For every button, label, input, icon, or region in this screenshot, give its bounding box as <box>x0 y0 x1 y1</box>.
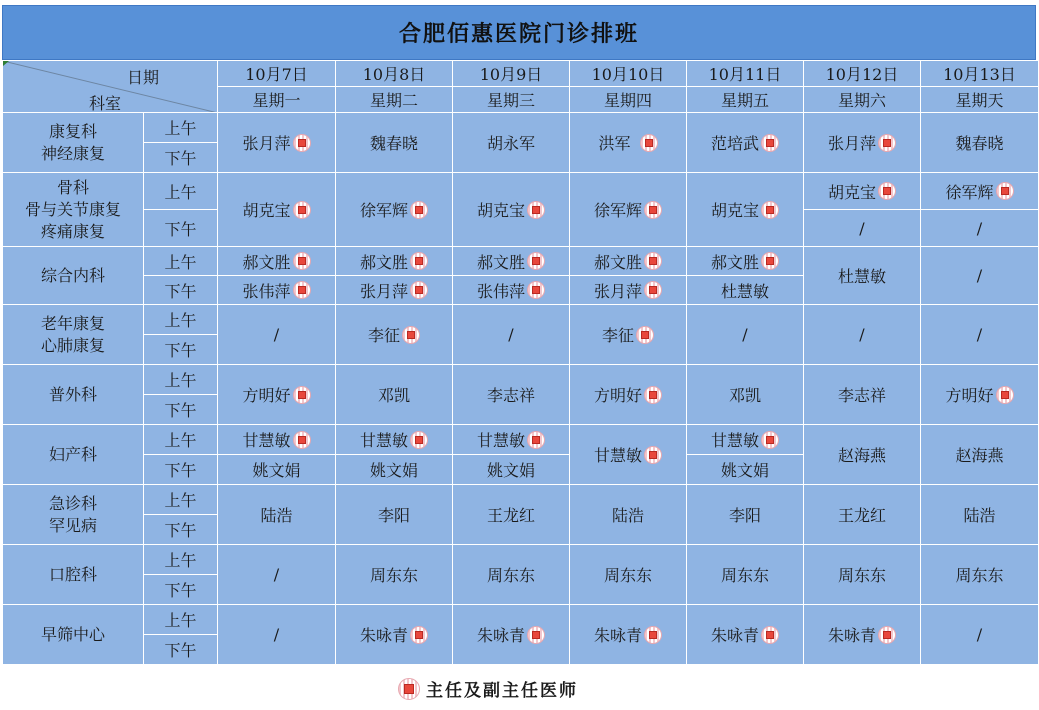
schedule-cell: 张月萍 <box>570 276 687 305</box>
header-row-dates <box>3 61 1039 87</box>
period-pm: 下午 <box>144 395 218 425</box>
schedule-cell: 甘慧敏 <box>336 425 453 455</box>
period-am: 上午 <box>144 545 218 575</box>
schedule-cell-empty: / <box>804 305 921 365</box>
date-cell: 10月9日 <box>453 61 570 87</box>
senior-doctor-badge-icon <box>410 201 428 219</box>
schedule-cell: 甘慧敏 <box>453 425 570 455</box>
dept-cell-internal: 综合内科 <box>3 247 144 305</box>
schedule-cell-empty: / <box>218 605 336 665</box>
period-pm: 下午 <box>144 575 218 605</box>
schedule-cell: 周东东 <box>453 545 570 605</box>
period-am: 上午 <box>144 605 218 635</box>
schedule-cell: 姚文娟 <box>336 455 453 485</box>
table-row <box>3 545 1039 575</box>
senior-doctor-badge-icon <box>878 626 896 644</box>
schedule-cell: 李阳 <box>336 485 453 545</box>
schedule-cell: 王龙红 <box>453 485 570 545</box>
senior-doctor-badge-icon <box>527 201 545 219</box>
schedule-table <box>2 60 1039 665</box>
schedule-cell: 陆浩 <box>921 485 1039 545</box>
senior-doctor-badge-icon <box>410 252 428 270</box>
period-am: 上午 <box>144 173 218 210</box>
date-cell: 10月7日 <box>218 61 336 87</box>
period-am: 上午 <box>144 365 218 395</box>
schedule-cell: 李征 <box>336 305 453 365</box>
weekday-cell: 星期三 <box>453 87 570 113</box>
date-cell: 10月11日 <box>687 61 804 87</box>
senior-doctor-badge-icon <box>644 626 662 644</box>
corner-date-label: 日期 <box>126 68 159 87</box>
schedule-cell: 胡永军 <box>453 113 570 173</box>
senior-doctor-badge-icon <box>761 201 779 219</box>
schedule-cell: 张月萍 <box>218 113 336 173</box>
schedule-cell: 甘慧敏 <box>687 425 804 455</box>
senior-doctor-badge-icon <box>878 182 896 200</box>
weekday-cell: 星期五 <box>687 87 804 113</box>
period-pm: 下午 <box>144 455 218 485</box>
schedule-cell: 洪军 <box>570 113 687 173</box>
table-row <box>3 365 1039 395</box>
dept-cell-obgyn: 妇产科 <box>3 425 144 485</box>
dept-cell-screening: 早筛中心 <box>3 605 144 665</box>
schedule-cell-empty: / <box>921 605 1039 665</box>
schedule-cell: 魏春晓 <box>336 113 453 173</box>
senior-doctor-badge-icon <box>527 281 545 299</box>
senior-doctor-badge-icon <box>644 201 662 219</box>
schedule-cell: 张月萍 <box>804 113 921 173</box>
schedule-cell: 朱咏青 <box>570 605 687 665</box>
schedule-cell: 方明好 <box>218 365 336 425</box>
corner-dept-label: 科室 <box>89 94 122 113</box>
schedule-cell: 姚文娟 <box>453 455 570 485</box>
senior-doctor-badge-icon <box>644 252 662 270</box>
table-row <box>3 247 1039 276</box>
senior-doctor-badge-icon <box>644 446 662 464</box>
senior-doctor-badge-icon <box>398 678 420 700</box>
schedule-cell: 杜慧敏 <box>804 247 921 305</box>
schedule-cell: 张伟萍 <box>218 276 336 305</box>
schedule-cell: 郝文胜 <box>218 247 336 276</box>
schedule-cell: 姚文娟 <box>218 455 336 485</box>
legend-label: 主任及副主任医师 <box>426 681 578 701</box>
senior-doctor-badge-icon <box>293 252 311 270</box>
schedule-cell: 郝文胜 <box>453 247 570 276</box>
senior-doctor-badge-icon <box>640 134 658 152</box>
senior-doctor-badge-icon <box>527 252 545 270</box>
table-row <box>3 605 1039 635</box>
schedule-cell: 方明好 <box>570 365 687 425</box>
schedule-cell: 朱咏青 <box>804 605 921 665</box>
schedule-cell: 郝文胜 <box>687 247 804 276</box>
schedule-cell: 甘慧敏 <box>218 425 336 455</box>
schedule-cell: 胡克宝 <box>218 173 336 247</box>
weekday-cell: 星期六 <box>804 87 921 113</box>
schedule-cell: 姚文娟 <box>687 455 804 485</box>
schedule-cell-empty: / <box>218 545 336 605</box>
schedule-cell: 李志祥 <box>453 365 570 425</box>
senior-doctor-badge-icon <box>761 252 779 270</box>
schedule-cell: 张月萍 <box>336 276 453 305</box>
schedule-cell: 邓凯 <box>336 365 453 425</box>
header-corner <box>3 61 218 113</box>
weekday-cell: 星期四 <box>570 87 687 113</box>
schedule-cell-empty: / <box>218 305 336 365</box>
dept-cell-emergency: 急诊科 罕见病 <box>3 485 144 545</box>
schedule-cell: 陆浩 <box>570 485 687 545</box>
schedule-cell: 李志祥 <box>804 365 921 425</box>
schedule-cell: 郝文胜 <box>336 247 453 276</box>
dept-cell-dental: 口腔科 <box>3 545 144 605</box>
senior-doctor-badge-icon <box>644 281 662 299</box>
schedule-cell: 周东东 <box>804 545 921 605</box>
senior-doctor-badge-icon <box>996 386 1014 404</box>
senior-doctor-badge-icon <box>878 134 896 152</box>
date-cell: 10月13日 <box>921 61 1039 87</box>
schedule-cell: 邓凯 <box>687 365 804 425</box>
schedule-cell: 范培武 <box>687 113 804 173</box>
period-pm: 下午 <box>144 210 218 247</box>
date-cell: 10月12日 <box>804 61 921 87</box>
schedule-cell: 周东东 <box>921 545 1039 605</box>
dept-cell-ortho: 骨科 骨与关节康复 疼痛康复 <box>3 173 144 247</box>
table-row <box>3 425 1039 455</box>
schedule-cell: 周东东 <box>687 545 804 605</box>
senior-doctor-badge-icon <box>527 626 545 644</box>
schedule-cell: 周东东 <box>336 545 453 605</box>
period-pm: 下午 <box>144 276 218 305</box>
schedule-cell: 朱咏青 <box>453 605 570 665</box>
schedule-cell: 徐军辉 <box>921 173 1039 210</box>
senior-doctor-badge-icon <box>644 386 662 404</box>
senior-doctor-badge-icon <box>293 281 311 299</box>
schedule-cell-empty: / <box>921 305 1039 365</box>
senior-doctor-badge-icon <box>761 626 779 644</box>
schedule-cell: 杜慧敏 <box>687 276 804 305</box>
schedule-cell-empty: / <box>804 210 921 247</box>
schedule-cell: 魏春晓 <box>921 113 1039 173</box>
legend <box>398 676 578 701</box>
schedule-cell-empty: / <box>921 247 1039 305</box>
senior-doctor-badge-icon <box>410 626 428 644</box>
period-am: 上午 <box>144 425 218 455</box>
date-cell: 10月10日 <box>570 61 687 87</box>
schedule-cell: 徐军辉 <box>570 173 687 247</box>
schedule-cell: 赵海燕 <box>804 425 921 485</box>
senior-doctor-badge-icon <box>410 431 428 449</box>
period-am: 上午 <box>144 305 218 335</box>
schedule-cell-empty: / <box>921 210 1039 247</box>
period-pm: 下午 <box>144 635 218 665</box>
senior-doctor-badge-icon <box>402 326 420 344</box>
schedule-cell: 胡克宝 <box>687 173 804 247</box>
senior-doctor-badge-icon <box>996 182 1014 200</box>
weekday-cell: 星期二 <box>336 87 453 113</box>
table-row <box>3 173 1039 210</box>
senior-doctor-badge-icon <box>636 326 654 344</box>
schedule-cell: 甘慧敏 <box>570 425 687 485</box>
senior-doctor-badge-icon <box>761 134 779 152</box>
period-am: 上午 <box>144 485 218 515</box>
schedule-cell: 朱咏青 <box>687 605 804 665</box>
dept-cell-rehab: 康复科 神经康复 <box>3 113 144 173</box>
schedule-cell: 郝文胜 <box>570 247 687 276</box>
schedule-cell: 朱咏青 <box>336 605 453 665</box>
senior-doctor-badge-icon <box>293 386 311 404</box>
schedule-cell: 胡克宝 <box>804 173 921 210</box>
schedule-cell: 李征 <box>570 305 687 365</box>
table-row <box>3 113 1039 143</box>
schedule-cell: 李阳 <box>687 485 804 545</box>
schedule-cell: 陆浩 <box>218 485 336 545</box>
date-cell: 10月8日 <box>336 61 453 87</box>
period-pm: 下午 <box>144 143 218 173</box>
period-pm: 下午 <box>144 335 218 365</box>
page-title: 合肥佰惠医院门诊排班 <box>2 5 1036 60</box>
schedule-cell: 胡克宝 <box>453 173 570 247</box>
senior-doctor-badge-icon <box>293 134 311 152</box>
dept-cell-geriatric: 老年康复 心肺康复 <box>3 305 144 365</box>
table-row <box>3 485 1039 515</box>
schedule-cell: 王龙红 <box>804 485 921 545</box>
schedule-cell-empty: / <box>453 305 570 365</box>
senior-doctor-badge-icon <box>527 431 545 449</box>
senior-doctor-badge-icon <box>410 281 428 299</box>
table-row <box>3 305 1039 335</box>
senior-doctor-badge-icon <box>293 201 311 219</box>
senior-doctor-badge-icon <box>761 431 779 449</box>
schedule-cell: 周东东 <box>570 545 687 605</box>
schedule-cell: 张伟萍 <box>453 276 570 305</box>
schedule-cell: 方明好 <box>921 365 1039 425</box>
period-am: 上午 <box>144 113 218 143</box>
dept-cell-surgery: 普外科 <box>3 365 144 425</box>
weekday-cell: 星期天 <box>921 87 1039 113</box>
senior-doctor-badge-icon <box>293 431 311 449</box>
weekday-cell: 星期一 <box>218 87 336 113</box>
schedule-cell: 徐军辉 <box>336 173 453 247</box>
period-pm: 下午 <box>144 515 218 545</box>
period-am: 上午 <box>144 247 218 276</box>
schedule-cell: 赵海燕 <box>921 425 1039 485</box>
schedule-cell-empty: / <box>687 305 804 365</box>
